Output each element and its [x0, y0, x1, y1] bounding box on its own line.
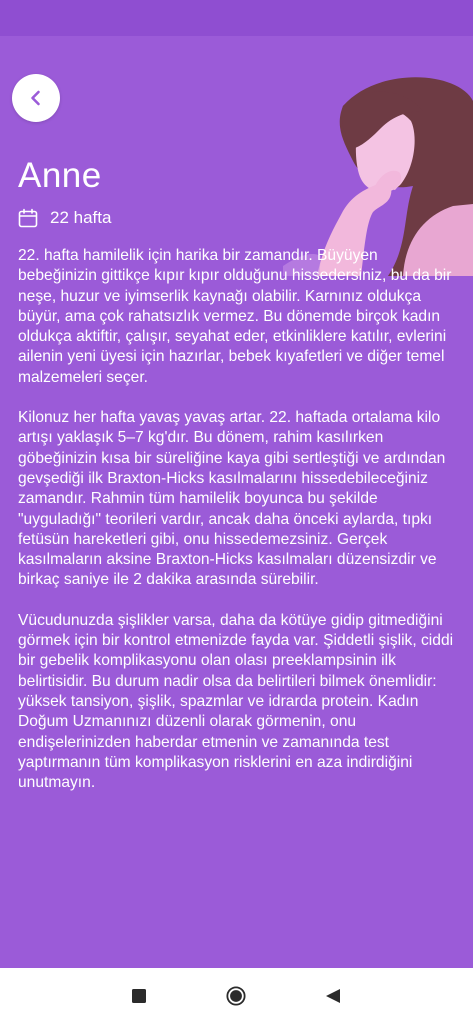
page-title: Anne: [18, 156, 102, 195]
paragraph: 22. hafta hamilelik için harika bir zamandır. Büyüyen bebeğinizin gittikçe kıpır kıpır olduğunu hissedersiniz, bu da bir neşe, huzur ve iyimserlik kaynağı olabilir. Karnınız oldukça büyür, ama çok rahatsızlık vermez. Bu dönemde birçok kadın oldukça aktiftir, çalışır, seyahat eder, etkinliklere katılır, evlerini ailenin yeni üyesi için hazırlar, bebek kıyafetleri ve diğer temel malzemeleri seçer.: [18, 247, 452, 386]
back-button[interactable]: [12, 74, 60, 122]
calendar-icon: [18, 208, 38, 228]
pregnancy-week: [18, 206, 111, 230]
mother-illustration: [283, 66, 473, 276]
square-icon: [131, 988, 147, 1004]
article-body: [18, 246, 458, 813]
recents-button[interactable]: [129, 986, 149, 1006]
home-button[interactable]: [226, 986, 246, 1006]
week-label: 22 hafta: [50, 208, 112, 227]
system-navigation-bar: [0, 968, 473, 1024]
paragraph: Kilonuz her hafta yavaş yavaş artar. 22. haftada ortalama kilo artışı yaklaşık 5–7 kg'dır. Bu dönem, rahim kasılırken göbeğinizin kısa bir süreliğine kaya gibi sertleştiği ve ardından gevşediği ilk Braxton-Hicks kasılmalarını hissedebileceğiniz zamandır. Rahmin tüm hamilelik boyunca bu şekilde "uyguladığı" teorileri vardır, ancak daha önceki aylarda, tıpkı fetüsün hareketleri gibi, onu hissedemezsiniz. Gerçek kasılmaların aksine Braxton-Hicks kasılmaları düzensizdir ve birkaç saniye ile 2 dakika arasında sürebilir.: [18, 409, 446, 589]
article-screen: [0, 36, 473, 968]
paragraph: Vücudunuzda şişlikler varsa, daha da kötüye gidip gitmediğini görmek için bir kontrol etmenizde fayda var. Şiddetli şişlik, ciddi bir gebelik komplikasyonu olan olası preeklampsinin ilk belirtisidir. Bu durum nadir olsa da belirtileri bilmek önemlidir: yüksek tansiyon, şişlik, spazmlar ve idrarda protein. Kadın Doğum Uzmanınızı düzenli olarak görmenin, onu endişelerinizden haberdar etmenin ve zamanında test yaptırmanın tüm komplikasyon risklerini en aza indirdiğini unutmayın.: [18, 611, 454, 792]
chevron-left-icon: [26, 88, 46, 108]
circle-icon: [226, 985, 246, 1007]
triangle-back-icon: [324, 987, 342, 1005]
status-bar: [0, 0, 473, 36]
nav-back-button[interactable]: [323, 986, 343, 1006]
